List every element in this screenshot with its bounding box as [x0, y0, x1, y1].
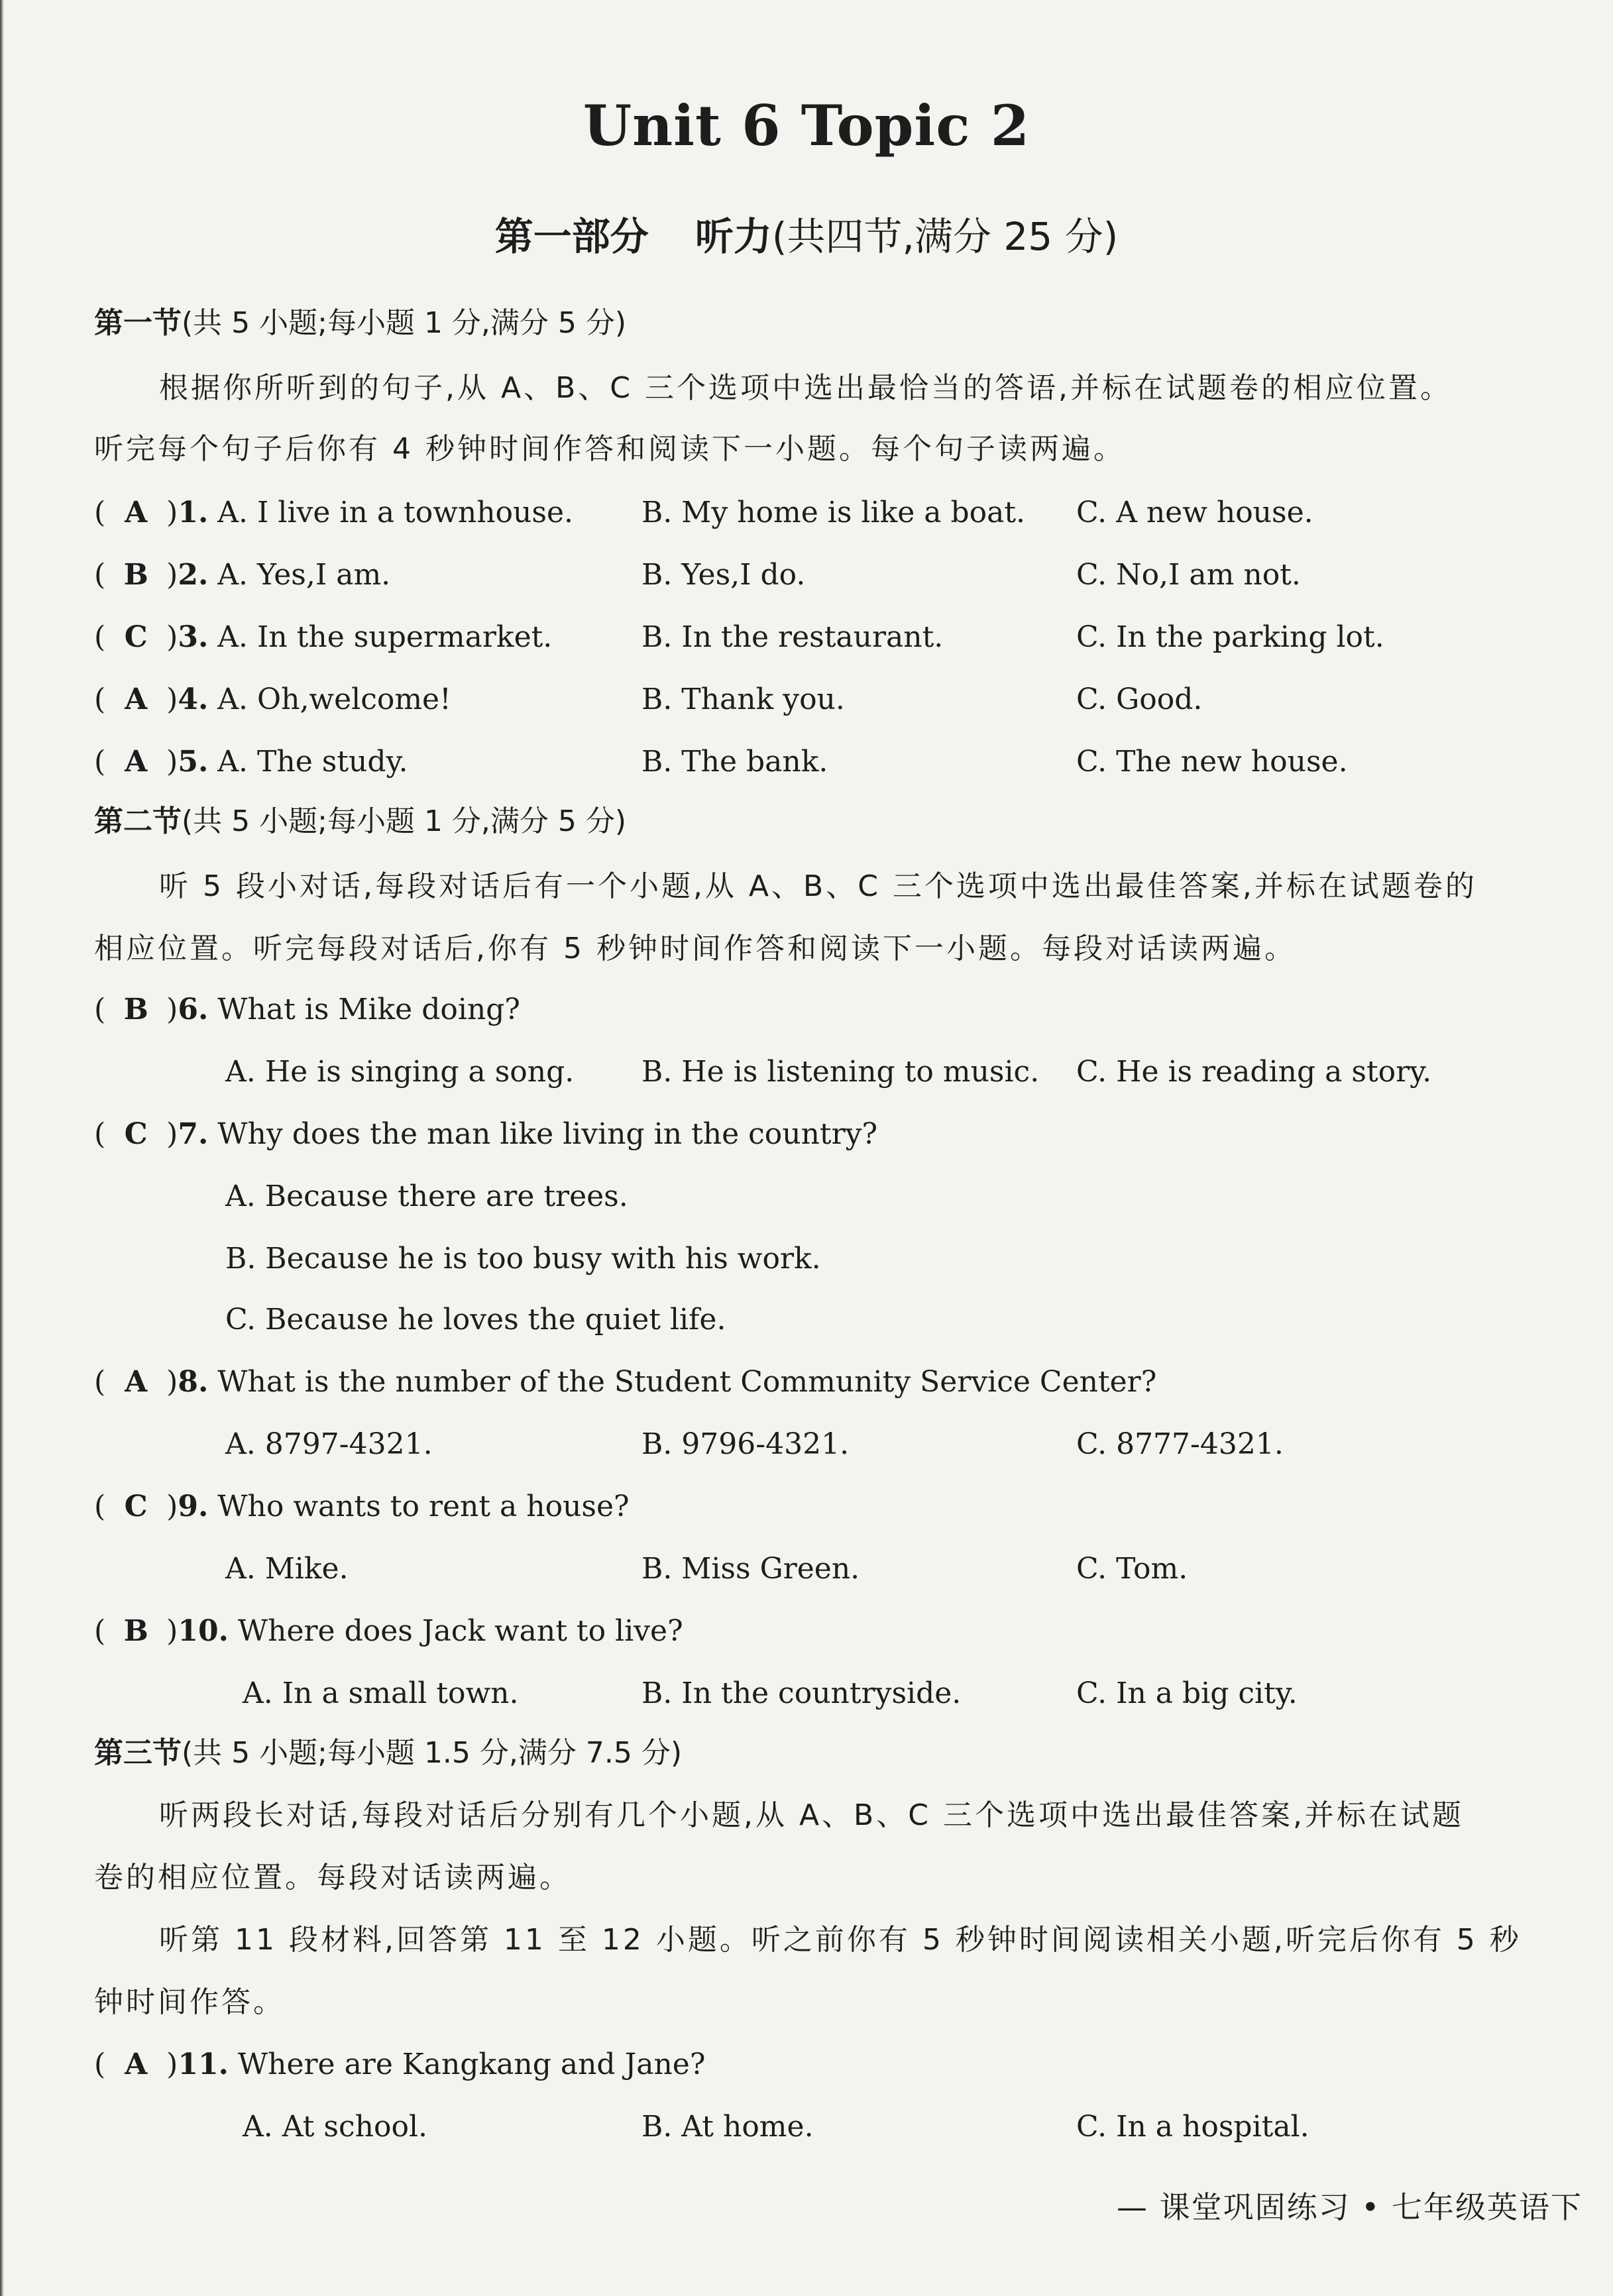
q5-option-c: C. The new house.	[1076, 745, 1348, 779]
question-2: ( B )2. A. Yes,I am.	[94, 558, 391, 592]
question-10: ( B )10. Where does Jack want to live?	[94, 1614, 683, 1648]
q10-option-b: B. In the countryside.	[641, 1676, 962, 1710]
q10-option-a: A. In a small town.	[243, 1676, 519, 1710]
part-label: 第一部分	[494, 214, 649, 259]
q4-option-a: A. Oh,welcome!	[217, 683, 451, 716]
q10-text: Where does Jack want to live?	[237, 1614, 683, 1648]
section3-instruction-line1: 听两段长对话,每段对话后分别有几个小题,从 A、B、C 三个选项中选出最佳答案,并标在试题	[159, 1798, 1464, 1832]
section3-instruction-line2: 卷的相应位置。每段对话读两遍。	[94, 1861, 571, 1894]
q8-option-b: B. 9796-4321.	[641, 1427, 850, 1461]
question-11: ( A )11. Where are Kangkang and Jane?	[94, 2048, 706, 2081]
q1-option-b: B. My home is like a boat.	[641, 496, 1026, 529]
section2-instruction-line2: 相应位置。听完每段对话后,你有 5 秒钟时间作答和阅读下一小题。每段对话读两遍。	[94, 932, 1296, 965]
part-note: (共四节,满分 25 分)	[771, 214, 1119, 259]
q1-option-c: C. A new house.	[1076, 496, 1313, 529]
q5-option-a: A. The study.	[217, 745, 408, 779]
q11-option-c: C. In a hospital.	[1076, 2110, 1309, 2144]
question-6: ( B )6. What is Mike doing?	[94, 993, 521, 1026]
part-heading	[0, 205, 1613, 261]
q2-option-a: A. Yes,I am.	[217, 558, 391, 592]
question-1: ( A )1. A. I live in a townhouse.	[94, 496, 573, 529]
q2-option-c: C. No,I am not.	[1076, 558, 1301, 592]
section1-heading: 第一节(共 5 小题;每小题 1 分,满分 5 分)	[94, 306, 627, 340]
answer-8: A	[125, 1365, 148, 1399]
question-3: ( C )3. A. In the supermarket.	[94, 620, 553, 654]
page-title: Unit 6 Topic 2	[583, 93, 1030, 158]
question-9: ( C )9. Who wants to rent a house?	[94, 1490, 630, 1523]
answer-4: A	[125, 683, 148, 716]
q3-option-a: A. In the supermarket.	[217, 620, 553, 654]
part-name: 听力	[695, 214, 772, 259]
answer-5: A	[125, 745, 148, 779]
section2-instruction-line1: 听 5 段小对话,每段对话后有一个小题,从 A、B、C 三个选项中选出最佳答案,并标在试题卷的	[159, 869, 1477, 903]
q6-text: What is Mike doing?	[217, 993, 521, 1026]
answer-11: A	[125, 2048, 148, 2081]
page-edge-shadow	[0, 0, 4, 2296]
q4-option-b: B. Thank you.	[641, 683, 845, 716]
section3-heading: 第三节(共 5 小题;每小题 1.5 分,满分 7.5 分)	[94, 1736, 683, 1770]
q7-option-c: C. Because he loves the quiet life.	[225, 1303, 726, 1337]
section3-instruction-line3: 听第 11 段材料,回答第 11 至 12 小题。听之前你有 5 秒钟时间阅读相关小题,听完后你有 5 秒	[159, 1923, 1522, 1957]
q9-option-c: C. Tom.	[1076, 1552, 1188, 1586]
q11-option-b: B. At home.	[641, 2110, 814, 2144]
q9-option-b: B. Miss Green.	[641, 1552, 860, 1586]
section1-instruction-line2: 听完每个句子后你有 4 秒钟时间作答和阅读下一小题。每个句子读两遍。	[94, 432, 1125, 466]
q6-option-b: B. He is listening to music.	[641, 1055, 1040, 1089]
q7-text: Why does the man like living in the country?	[217, 1117, 878, 1151]
q8-option-c: C. 8777-4321.	[1076, 1427, 1284, 1461]
q2-option-b: B. Yes,I do.	[641, 558, 806, 592]
q11-text: Where are Kangkang and Jane?	[237, 2048, 706, 2081]
q3-option-b: B. In the restaurant.	[641, 620, 944, 654]
q7-option-b: B. Because he is too busy with his work.	[225, 1242, 821, 1276]
answer-3: C	[124, 620, 148, 654]
question-8: ( A )8. What is the number of the Student Community Service Center?	[94, 1365, 1157, 1399]
q7-option-a: A. Because there are trees.	[225, 1179, 628, 1213]
q6-option-c: C. He is reading a story.	[1076, 1055, 1432, 1089]
q4-option-c: C. Good.	[1076, 683, 1203, 716]
page-footer: — 课堂巩固练习 • 七年级英语下	[1117, 2189, 1583, 2225]
answer-9: C	[124, 1490, 148, 1523]
answer-2: B	[123, 558, 148, 592]
q5-option-b: B. The bank.	[641, 745, 828, 779]
section2-heading: 第二节(共 5 小题;每小题 1 分,满分 5 分)	[94, 804, 627, 838]
answer-10: B	[123, 1614, 148, 1648]
question-7: ( C )7. Why does the man like living in the country?	[94, 1117, 878, 1151]
question-4: ( A )4. A. Oh,welcome!	[94, 683, 451, 716]
section3-instruction-line4: 钟时间作答。	[94, 1985, 285, 2019]
q1-option-a: A. I live in a townhouse.	[217, 496, 573, 529]
q8-option-a: A. 8797-4321.	[225, 1427, 433, 1461]
q10-option-c: C. In a big city.	[1076, 1676, 1298, 1710]
q9-text: Who wants to rent a house?	[217, 1490, 630, 1523]
q8-text: What is the number of the Student Community Service Center?	[217, 1365, 1157, 1399]
q3-option-c: C. In the parking lot.	[1076, 620, 1384, 654]
q9-option-a: A. Mike.	[225, 1552, 349, 1586]
answer-6: B	[123, 993, 148, 1026]
answer-7: C	[124, 1117, 148, 1151]
q11-option-a: A. At school.	[243, 2110, 428, 2144]
q6-option-a: A. He is singing a song.	[225, 1055, 575, 1089]
section1-instruction-line1: 根据你所听到的句子,从 A、B、C 三个选项中选出最恰当的答语,并标在试题卷的相应位置。	[159, 371, 1452, 405]
question-5: ( A )5. A. The study.	[94, 745, 408, 779]
answer-1: A	[125, 496, 148, 529]
